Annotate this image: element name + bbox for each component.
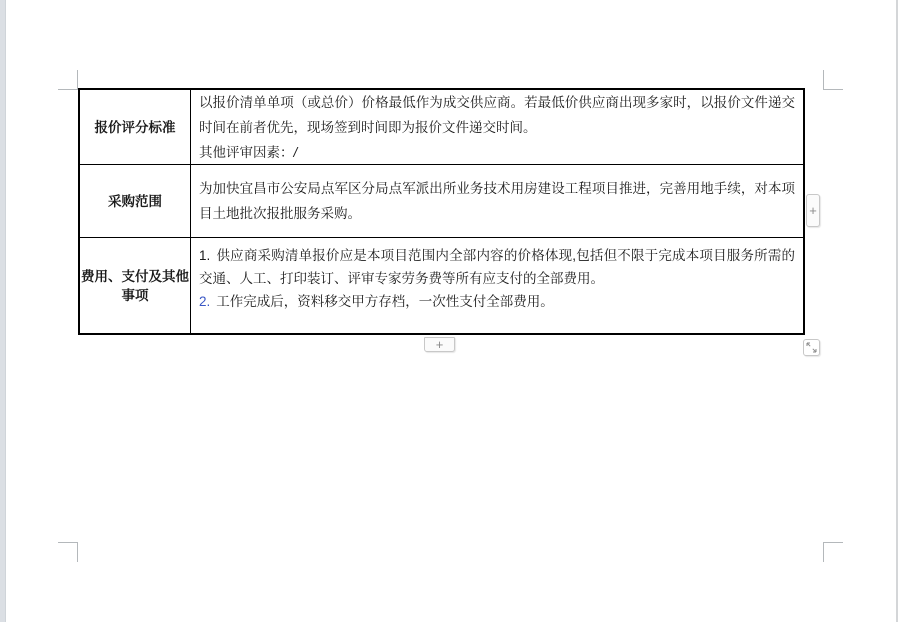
- page-margin-mark-top-right: [823, 70, 843, 90]
- procurement-table: [78, 88, 805, 335]
- row-header-label: 采购范围: [108, 193, 162, 209]
- page-margin-mark-bottom-left: [58, 542, 78, 562]
- other-review-factors-value: /: [293, 144, 298, 160]
- window-left-edge: [0, 0, 6, 622]
- table-row: [80, 165, 803, 238]
- page-margin-mark-top-left: [58, 70, 78, 90]
- table-row: [80, 238, 803, 333]
- row-header-procurement-scope[interactable]: [80, 165, 191, 237]
- row-header-quotation-scoring[interactable]: [80, 90, 191, 164]
- fees-item-2-text: 工作完成后，资料移交甲方存档，一次性支付全部费用。: [216, 294, 554, 309]
- other-review-factors-label: 其他评审因素：: [199, 144, 294, 160]
- scoring-rule-text: 以报价清单单项（或总价）价格最低作为成交供应商。若最低价供应商出现多家时，以报价文件递交时间在前者优先，现场签到时间即为报价文件递交时间。: [199, 94, 795, 135]
- diagonal-resize-arrows-icon: [804, 340, 819, 355]
- insert-column-button[interactable]: [806, 194, 820, 227]
- cell-fees-payment-content[interactable]: [191, 238, 803, 333]
- fees-item-2: [199, 290, 795, 313]
- other-review-factors: [199, 140, 795, 165]
- row-header-label: 报价评分标准: [94, 119, 176, 135]
- cell-quotation-scoring-content[interactable]: [191, 90, 803, 164]
- row-header-label-line2: 事项: [121, 287, 149, 303]
- fees-item-1-text: 供应商采购清单报价应是本项目范围内全部内容的价格体现,包括但不限于完成本项目服务所需的交通、人工、打印装订、评审专家劳务费等所有应支付的全部费用。: [199, 248, 795, 286]
- insert-row-button[interactable]: [424, 337, 455, 352]
- plus-icon: +: [435, 337, 444, 352]
- plus-icon: +: [809, 203, 817, 218]
- row-header-fees-payment[interactable]: [80, 238, 191, 333]
- fees-item-1-number: 1.: [199, 248, 211, 263]
- window-right-edge: [896, 0, 898, 622]
- fees-item-1: [199, 244, 795, 290]
- row-header-label-line1: 费用、支付及其他: [81, 268, 189, 284]
- table-resize-handle[interactable]: [803, 339, 820, 356]
- procurement-scope-text: 为加快宜昌市公安局点军区分局点军派出所业务技术用房建设工程项目推进，完善用地手续，对本项目土地批次报批服务采购。: [199, 181, 795, 221]
- table-row: [80, 90, 803, 165]
- cell-procurement-scope-content[interactable]: [191, 165, 803, 237]
- page-margin-mark-bottom-right: [823, 542, 843, 562]
- fees-item-2-number: 2.: [199, 294, 211, 309]
